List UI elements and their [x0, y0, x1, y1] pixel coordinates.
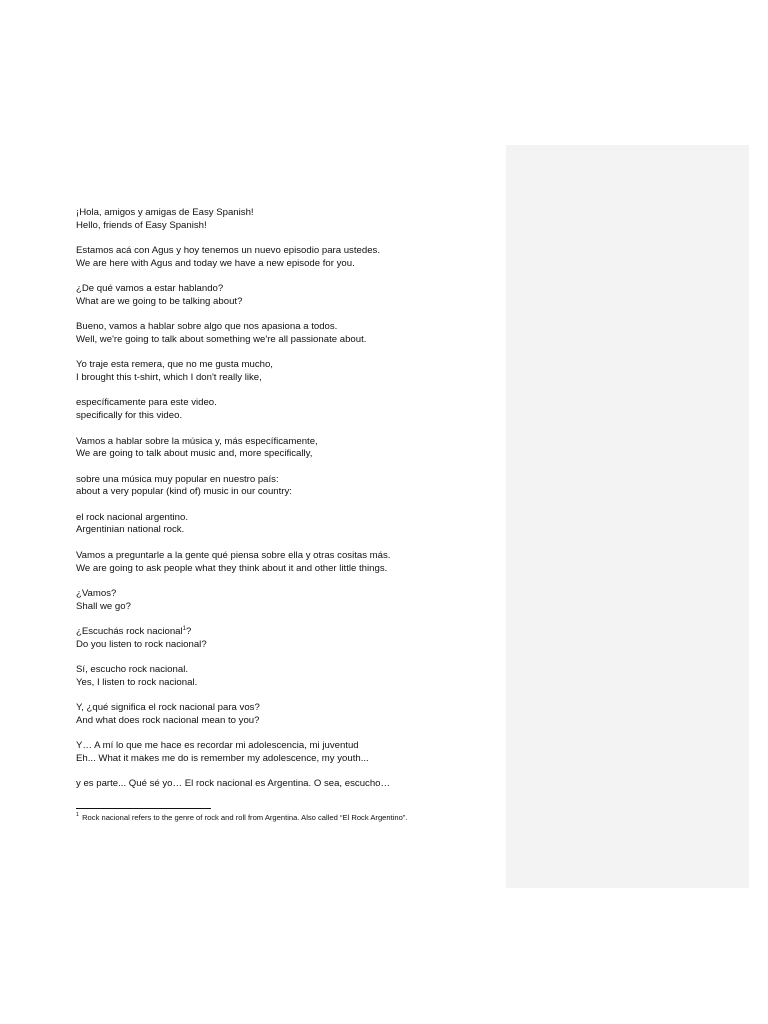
english-line: We are going to ask people what they think about it and other little things.: [76, 562, 388, 574]
english-line: specifically for this video.: [76, 410, 183, 422]
spanish-line: Vamos a hablar sobre la música y, más específicamente,: [76, 435, 318, 447]
paragraph-music: [76, 436, 496, 461]
paragraph-listen-question: [76, 626, 496, 651]
paragraph-topic-question: [76, 283, 496, 308]
paragraph-intro: [76, 245, 496, 270]
paragraph-listen-answer: [76, 664, 496, 689]
spanish-line: [76, 626, 496, 639]
english-line: What are we going to be talking about?: [76, 295, 243, 307]
english-line: Well, we're going to talk about something we're all passionate about.: [76, 333, 367, 345]
footnote-number: 1: [76, 812, 80, 819]
comment-margin-pane: [506, 145, 749, 888]
question-mark: ?: [186, 626, 192, 638]
spanish-line: y es parte... Qué sé yo… El rock nacional es Argentina. O sea, escucho…: [76, 778, 391, 790]
paragraph-argentina: [76, 778, 496, 791]
english-line: Eh... What it makes me do is remember my adolescence, my youth...: [76, 753, 369, 765]
spanish-text: ¿Escuchás rock nacional: [76, 626, 183, 638]
footnote: [76, 813, 496, 823]
paragraph-meaning-question: [76, 702, 496, 727]
spanish-line: Bueno, vamos a hablar sobre algo que nos apasiona a todos.: [76, 321, 338, 333]
spanish-line: ¿Vamos?: [76, 587, 117, 599]
spanish-line: sobre una música muy popular en nuestro país:: [76, 473, 279, 485]
spanish-line: Vamos a preguntarle a la gente qué piensa sobre ella y otras cositas más.: [76, 549, 391, 561]
paragraph-ask-people: [76, 550, 496, 575]
english-line: about a very popular (kind of) music in our country:: [76, 486, 292, 498]
paragraph-greeting: [76, 207, 496, 232]
paragraph-adolescence: [76, 740, 496, 765]
english-line: Shall we go?: [76, 600, 131, 612]
paragraph-rock-nacional: [76, 512, 496, 537]
spanish-line: ¡Hola, amigos y amigas de Easy Spanish!: [76, 207, 254, 218]
footnote-reference[interactable]: 1: [182, 625, 186, 632]
spanish-line: ¿De qué vamos a estar hablando?: [76, 283, 224, 295]
paragraph-shall-we-go: [76, 588, 496, 613]
paragraph-video: [76, 397, 496, 422]
english-line: Hello, friends of Easy Spanish!: [76, 219, 207, 231]
english-line: Argentinian national rock.: [76, 524, 185, 536]
paragraph-tshirt: [76, 359, 496, 384]
english-line: We are going to talk about music and, more specifically,: [76, 448, 313, 460]
spanish-line: Yo traje esta remera, que no me gusta mucho,: [76, 359, 273, 371]
spanish-line: Estamos acá con Agus y hoy tenemos un nuevo episodio para ustedes.: [76, 245, 380, 257]
english-line: I brought this t-shirt, which I don't really like,: [76, 372, 262, 384]
spanish-line: Y, ¿qué significa el rock nacional para vos?: [76, 702, 260, 714]
english-line: And what does rock nacional mean to you?: [76, 714, 260, 726]
spanish-line: el rock nacional argentino.: [76, 511, 188, 523]
spanish-line: Sí, escucho rock nacional.: [76, 664, 188, 676]
footnote-text: Rock nacional refers to the genre of rock and roll from Argentina. Also called “El Rock Argentino”.: [82, 813, 408, 822]
english-line: We are here with Agus and today we have a new episode for you.: [76, 257, 355, 269]
spanish-line: específicamente para este video.: [76, 397, 217, 409]
english-line: Do you listen to rock nacional?: [76, 638, 207, 650]
spanish-line: Y… A mí lo que me hace es recordar mi adolescencia, mi juventud: [76, 740, 359, 752]
transcript-body: [76, 207, 496, 804]
footnote-separator: [76, 808, 211, 809]
paragraph-popular-music: [76, 474, 496, 499]
english-line: Yes, I listen to rock nacional.: [76, 676, 198, 688]
paragraph-passion: [76, 321, 496, 346]
